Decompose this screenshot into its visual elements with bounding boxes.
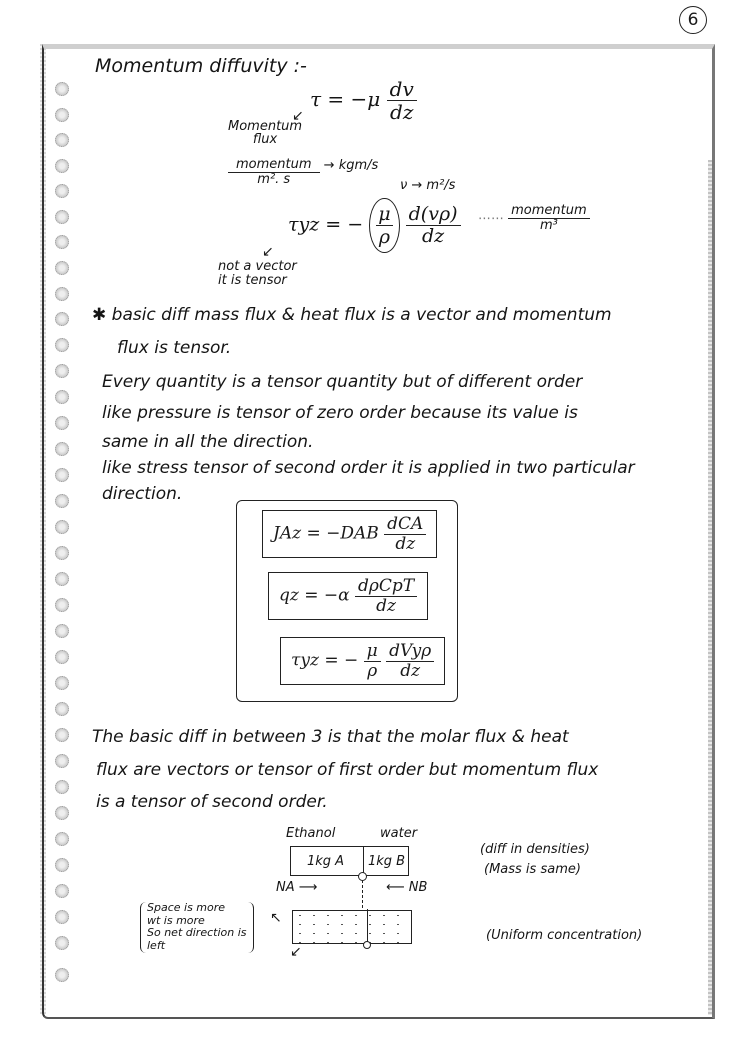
- side-note-line: Space is more: [147, 901, 226, 914]
- tau-yz-equation: [288, 198, 461, 253]
- dashed-divider: [362, 880, 363, 908]
- conclusion-line: The basic diff in between 3 is that the molar flux & heat: [92, 727, 569, 747]
- heat-flux-equation: [268, 572, 428, 620]
- note-line: not a vector: [218, 259, 297, 274]
- heat-lhs: qz = −α: [279, 585, 350, 606]
- spiral-ring-icon: [55, 676, 69, 690]
- container-cell-a: [290, 846, 364, 876]
- annotation-line: flux: [252, 132, 278, 147]
- tau-equation: [310, 78, 417, 123]
- momentum-coef-num: μ: [364, 642, 381, 662]
- arrow-down-left-icon: ↙: [290, 944, 302, 960]
- units-den: m². s: [257, 172, 291, 188]
- heat-den: dz: [376, 595, 396, 616]
- molar-flux-equation: [262, 510, 437, 558]
- tyz-units-num: momentum: [508, 204, 590, 219]
- spiral-ring-icon: [55, 936, 69, 950]
- paragraph-line: Every quantity is a tensor quantity but of different order: [102, 372, 583, 392]
- flux-nb: ⟵ NB: [386, 880, 428, 895]
- spiral-ring-icon: [55, 702, 69, 716]
- units-arrow: → kgm/s: [323, 158, 379, 173]
- page-title: Momentum diffuvity :-: [95, 55, 307, 77]
- spiral-ring-icon: [55, 108, 69, 122]
- label-water: water: [380, 826, 418, 841]
- side-note: [140, 902, 254, 953]
- spiral-ring-icon: [55, 884, 69, 898]
- spiral-ring-icon: [55, 287, 69, 301]
- cell-b-label: 1kg B: [368, 854, 406, 869]
- momentum-lhs: τyz = −: [291, 650, 359, 671]
- spiral-ring-icon: [55, 728, 69, 742]
- paragraph-line: like stress tensor of second order it is applied in two particular: [102, 458, 635, 478]
- tau-equation-lhs: τ = −μ: [310, 87, 381, 111]
- spiral-ring-icon: [55, 184, 69, 198]
- container-cell-b: [362, 846, 409, 876]
- spiral-ring-icon: [55, 261, 69, 275]
- tyz-units-den: m³: [539, 218, 558, 234]
- paragraph-line: direction.: [102, 484, 183, 504]
- label-ethanol: Ethanol: [286, 826, 336, 841]
- spiral-ring-icon: [55, 832, 69, 846]
- tyz-den: dz: [422, 225, 445, 247]
- spiral-ring-icon: [55, 546, 69, 560]
- mass-derivative: [384, 515, 426, 553]
- spiral-ring-icon: [55, 416, 69, 430]
- momentum-derivative: [386, 642, 434, 680]
- spiral-ring-icon: [55, 390, 69, 404]
- spiral-ring-icon: [55, 133, 69, 147]
- side-note-line: left: [147, 938, 166, 952]
- spiral-ring-icon: [55, 312, 69, 326]
- arrow-down-left-icon: ↙: [292, 108, 304, 124]
- nu-annotation: ν → m²/s: [400, 178, 456, 193]
- spiral-ring-icon: [55, 442, 69, 456]
- side-note-line: wt is more: [147, 913, 205, 927]
- spiral-ring-icon: [55, 338, 69, 352]
- units-fraction: [228, 158, 378, 188]
- kinematic-viscosity-circle: [369, 198, 399, 253]
- tau-derivative: [387, 78, 417, 123]
- arrow-left-icon: ↖: [270, 910, 282, 926]
- spiral-ring-icon: [55, 210, 69, 224]
- spiral-ring-icon: [55, 494, 69, 508]
- tyz-rho: ρ: [378, 226, 390, 248]
- paragraph-line: ✱ basic diff mass flux & heat flux is a vector and momentum: [92, 305, 612, 325]
- tyz-num: d(vρ): [406, 204, 461, 226]
- arrow-down-left-icon: ↙: [262, 244, 274, 260]
- spiral-ring-icon: [55, 82, 69, 96]
- spiral-ring-icon: [55, 598, 69, 612]
- mass-lhs: JAz = −DAB: [273, 523, 379, 544]
- tyz-lhs: τyz =: [288, 213, 342, 236]
- tyz-mu: μ: [378, 203, 391, 225]
- tau-derivative-den: dz: [390, 100, 414, 124]
- spiral-ring-icon: [55, 468, 69, 482]
- spiral-ring-icon: [55, 754, 69, 768]
- momentum-flux-equation: [280, 637, 445, 685]
- tyz-units: ⋯⋯ $\frac{\text{momentum}}{\text{m³}}$: [478, 204, 590, 234]
- spiral-ring-icon: [55, 806, 69, 820]
- tensor-note: [218, 260, 297, 289]
- note-line: it is tensor: [218, 273, 287, 289]
- cell-a-label: 1kg A: [307, 854, 345, 869]
- spiral-ring-icon: [55, 159, 69, 173]
- momentum-num: dVyρ: [386, 642, 434, 662]
- spiral-ring-icon: [55, 780, 69, 794]
- paragraph-line: same in all the direction.: [102, 432, 314, 452]
- page-number: 6: [679, 6, 707, 34]
- spiral-ring-icon: [55, 650, 69, 664]
- tyz-derivative: [406, 204, 461, 247]
- mass-num: dCA: [384, 515, 426, 535]
- mass-den: dz: [395, 533, 416, 554]
- note-uniform: (Uniform concentration): [486, 928, 643, 943]
- heat-num: dρCpT: [355, 577, 417, 597]
- tyz-units-frac: [508, 204, 590, 234]
- spiral-ring-icon: [55, 520, 69, 534]
- momentum-coef: [364, 642, 381, 680]
- spiral-ring-icon: [55, 910, 69, 924]
- tyz-minus: −: [347, 213, 364, 236]
- units-num: momentum: [228, 158, 320, 173]
- momentum-coef-den: ρ: [367, 660, 378, 681]
- conclusion-line: flux are vectors or tensor of first order but momentum flux: [96, 760, 599, 780]
- spiral-ring-icon: [55, 364, 69, 378]
- spiral-ring-icon: [55, 572, 69, 586]
- heat-derivative: [355, 577, 417, 615]
- momentum-flux-annotation: [228, 120, 302, 146]
- conclusion-line: is a tensor of second order.: [96, 792, 328, 812]
- flux-na: NA ⟶: [276, 880, 318, 895]
- spiral-ring-icon: [55, 858, 69, 872]
- mixed-container: [292, 910, 412, 944]
- units-frac: [228, 158, 320, 188]
- spiral-ring-icon: [55, 624, 69, 638]
- tau-derivative-num: dv: [387, 78, 417, 101]
- note-mass: (Mass is same): [484, 862, 581, 877]
- membrane-pin-icon: [363, 941, 371, 949]
- momentum-den: dz: [400, 660, 421, 681]
- spiral-ring-icon: [55, 235, 69, 249]
- paragraph-line: flux is tensor.: [117, 338, 232, 358]
- spiral-ring-icon: [55, 968, 69, 982]
- note-densities: (diff in densities): [480, 842, 590, 857]
- side-note-line: So net direction is: [147, 926, 247, 940]
- annotation-line: Momentum: [228, 119, 303, 134]
- paragraph-line: like pressure is tensor of zero order because its value is: [102, 403, 578, 423]
